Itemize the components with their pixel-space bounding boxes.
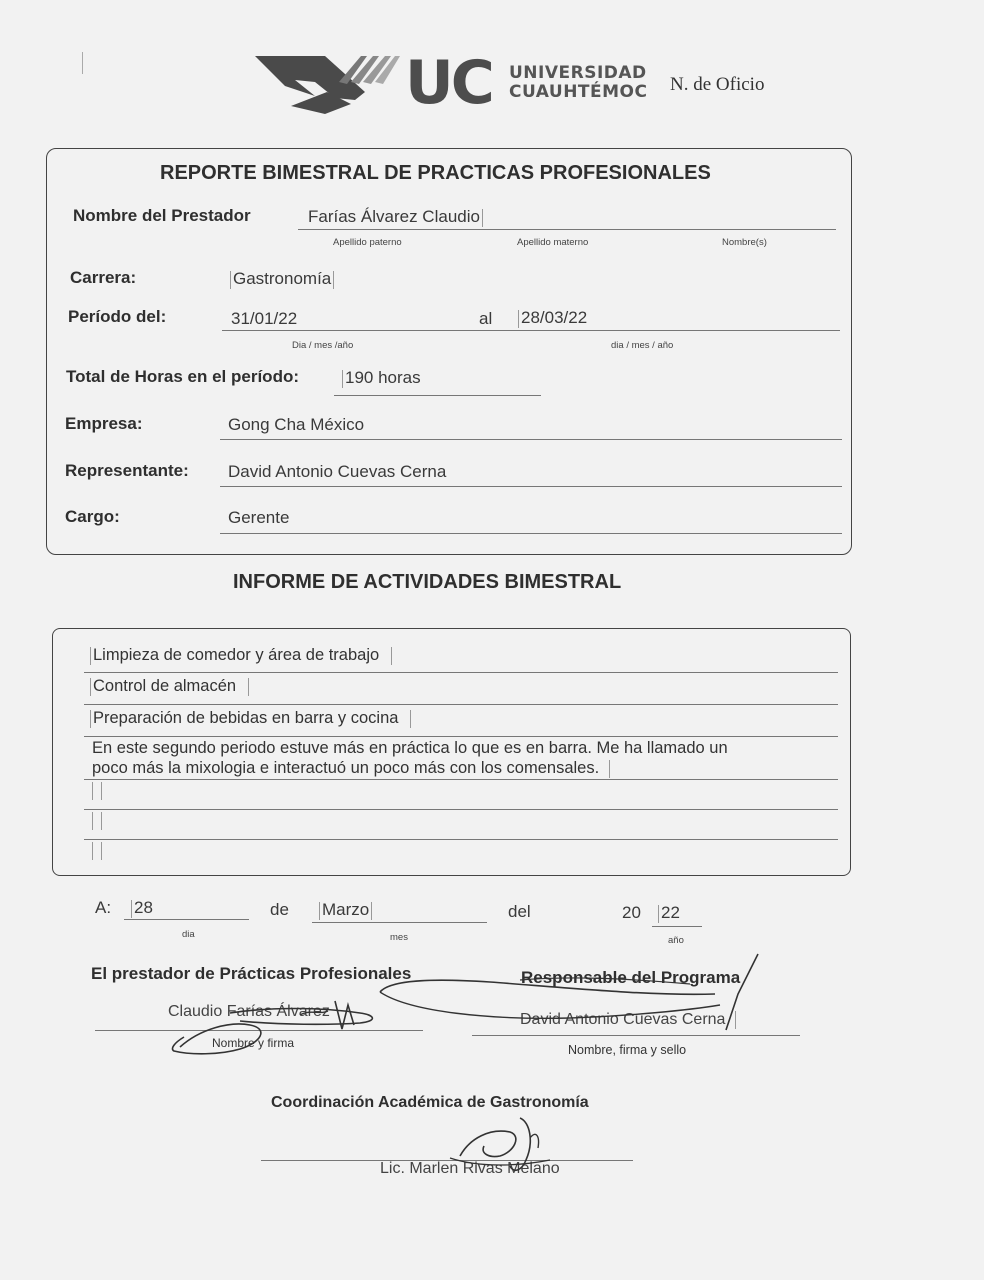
- empty-line-marker: [92, 812, 102, 830]
- empty-line-marker: [92, 842, 102, 860]
- date-month: Marzo: [319, 900, 372, 920]
- sub-fecha2: dia / mes / año: [611, 340, 674, 351]
- responsable-title: Responsable del Programa: [521, 968, 741, 987]
- oficio-label: N. de Oficio: [670, 74, 765, 95]
- activity-item: Limpieza de comedor y área de trabajo: [90, 646, 392, 665]
- cargo-label: Cargo:: [65, 507, 120, 526]
- eagle-logo-icon: [255, 52, 405, 116]
- periodo-label: Período del:: [68, 307, 167, 326]
- nombre-line: [298, 229, 836, 230]
- activity-line: [84, 704, 838, 705]
- sub-dia: dia: [182, 929, 195, 940]
- sub-materno: Apellido materno: [517, 237, 589, 248]
- prestador-signature-drawing: [160, 985, 390, 1060]
- date-de-label: de: [270, 900, 289, 919]
- prestador-title: El prestador de Prácticas Profesionales: [91, 964, 412, 983]
- logo-university-line1: UNIVERSIDAD: [509, 63, 647, 83]
- sub-nombres: Nombre(s): [722, 237, 767, 248]
- carrera-label: Carrera:: [70, 268, 137, 287]
- activity-paragraph-line2: poco más la mixologia e interactuó un poco más con los comensales.: [92, 759, 610, 778]
- activities-title: INFORME DE ACTIVIDADES BIMESTRAL: [233, 571, 622, 593]
- periodo-from: 31/01/22: [231, 309, 298, 328]
- activity-item: Control de almacén: [90, 677, 249, 696]
- activity-line: [84, 736, 838, 737]
- date-year-prefix: 20: [622, 903, 641, 922]
- horas-line: [334, 395, 541, 396]
- date-del-label: del: [508, 902, 531, 921]
- date-year-suffix: 22: [658, 903, 680, 923]
- activity-line: [84, 809, 838, 810]
- coordinacion-signature-drawing: [410, 1108, 570, 1188]
- coordinacion-name: Lic. Marlen Rivas Melano: [380, 1160, 560, 1177]
- date-month-line: [312, 922, 487, 923]
- date-day: 28: [131, 898, 153, 918]
- coordinacion-title: Coordinación Académica de Gastronomía: [271, 1094, 589, 1111]
- sub-mes: mes: [390, 932, 408, 943]
- activity-item: Preparación de bebidas en barra y cocina: [90, 709, 411, 728]
- periodo-line: [222, 330, 840, 331]
- sub-paterno: Apellido paterno: [333, 237, 402, 248]
- activity-line: [84, 672, 838, 673]
- report-title: REPORTE BIMESTRAL DE PRACTICAS PROFESIONALES: [160, 162, 711, 184]
- sub-anio: año: [668, 935, 684, 946]
- prestador-name: Claudio Farías Álvarez: [168, 1003, 330, 1020]
- empresa-line: [220, 439, 842, 440]
- horas-value: 190 horas: [342, 368, 421, 388]
- prestador-sub: Nombre y firma: [212, 1036, 295, 1050]
- activity-line: [84, 779, 838, 780]
- margin-mark: [82, 52, 83, 74]
- logo-university-line2: CUAUHTÉMOC: [509, 82, 648, 102]
- empresa-value: Gong Cha México: [228, 415, 365, 434]
- periodo-al: al: [479, 309, 493, 328]
- periodo-to: 28/03/22: [518, 308, 587, 328]
- horas-label: Total de Horas en el período:: [66, 367, 299, 386]
- empty-line-marker: [92, 782, 102, 800]
- logo-initials: UC: [405, 48, 492, 118]
- nombre-label: Nombre del Prestador: [73, 206, 251, 225]
- activity-paragraph-line1: En este segundo periodo estuve más en práctica lo que es en barra. Me ha llamado un: [92, 739, 728, 757]
- date-day-line: [124, 919, 249, 920]
- activity-line: [84, 839, 838, 840]
- sub-fecha1: Dia / mes /año: [292, 340, 354, 351]
- nombre-value: Farías Álvarez Claudio: [308, 207, 483, 227]
- carrera-value: Gastronomía: [230, 269, 334, 289]
- date-year-line: [652, 926, 702, 927]
- date-a-label: A:: [95, 898, 112, 917]
- cargo-value: Gerente: [228, 508, 290, 527]
- empresa-label: Empresa:: [65, 414, 143, 433]
- responsable-sub: Nombre, firma y sello: [568, 1043, 687, 1057]
- cargo-line: [220, 533, 842, 534]
- responsable-name: David Antonio Cuevas Cerna: [520, 1011, 736, 1029]
- responsable-signature-drawing: [370, 950, 770, 1040]
- representante-label: Representante:: [65, 461, 189, 480]
- representante-value: David Antonio Cuevas Cerna: [228, 462, 447, 481]
- representante-line: [220, 486, 842, 487]
- header: [0, 0, 984, 140]
